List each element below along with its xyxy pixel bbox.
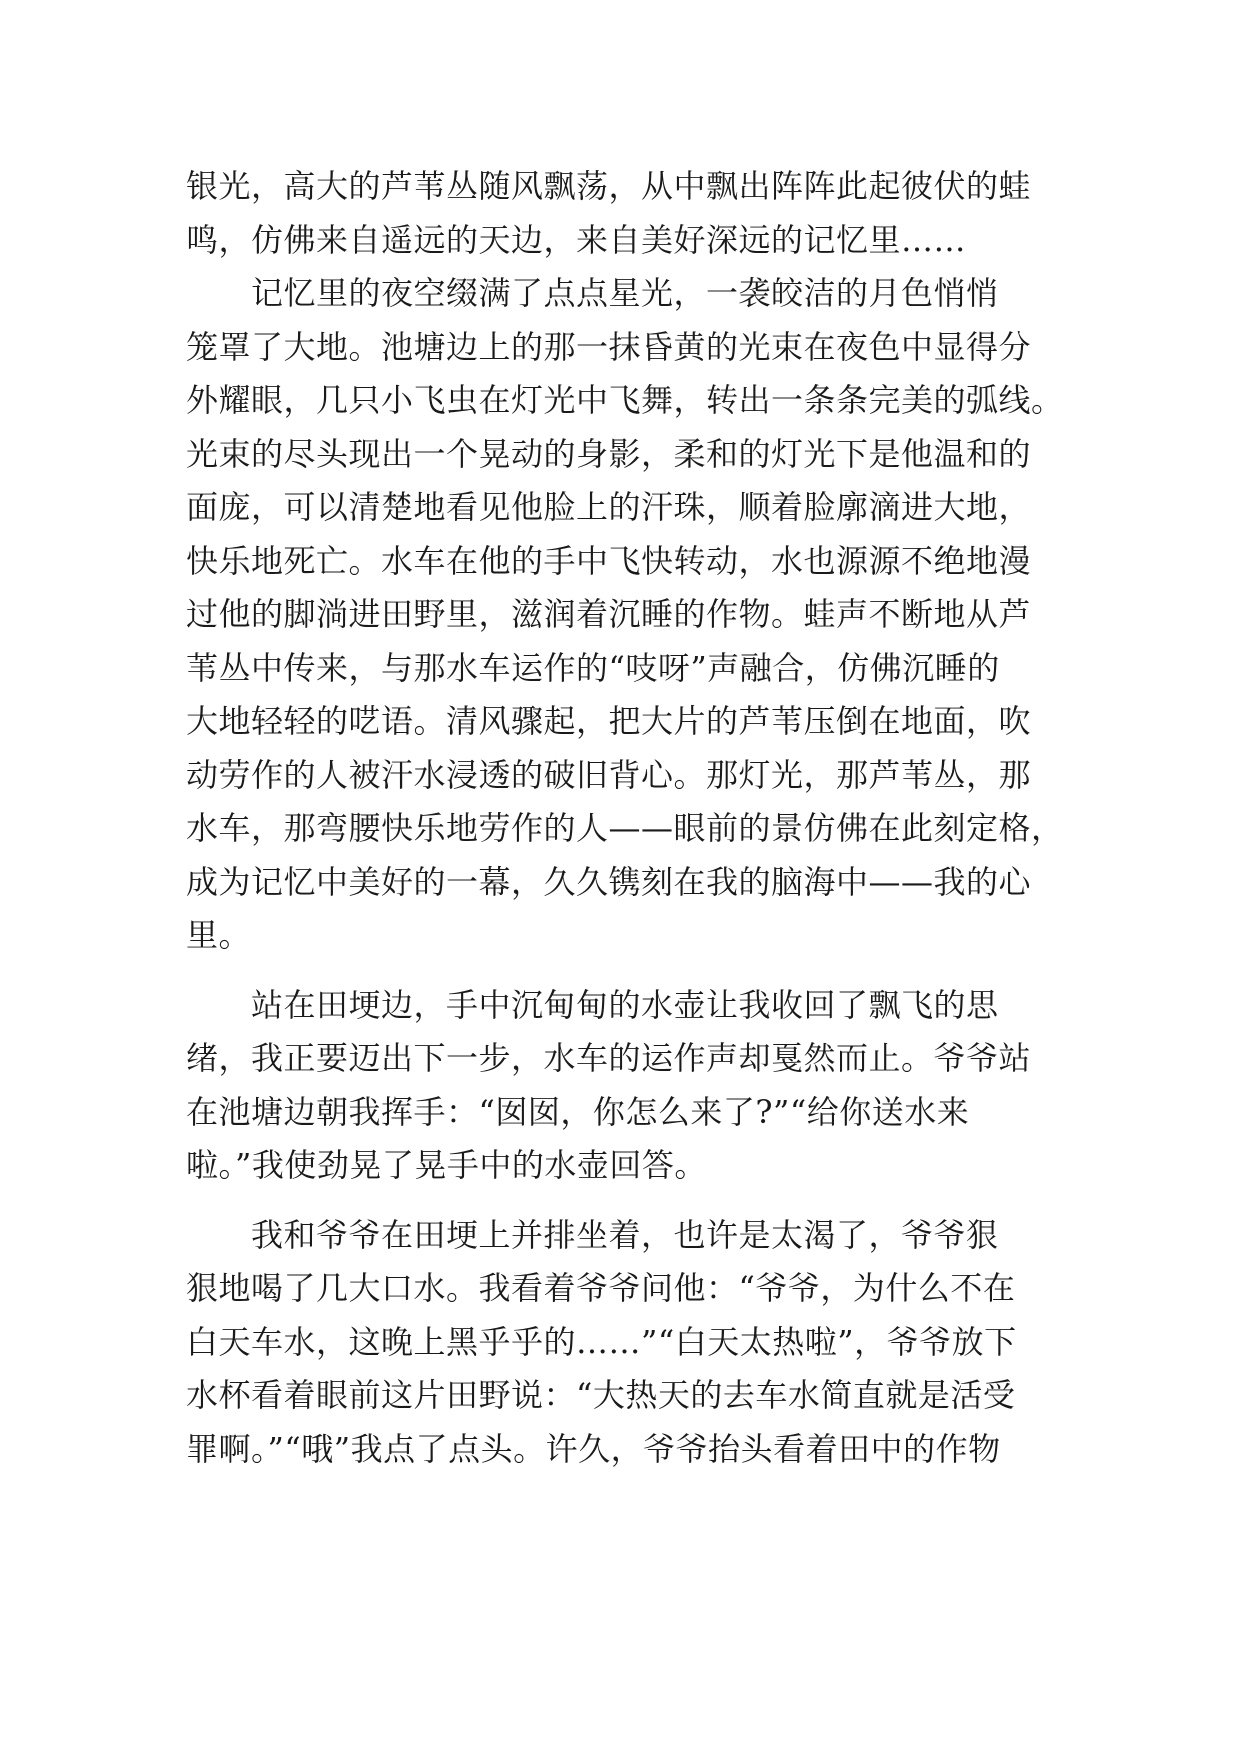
text-line: 在池塘边朝我挥手：“囡囡，你怎么来了?”“给你送水来 <box>186 1092 970 1131</box>
paragraph-spacer <box>186 963 1056 979</box>
text-line: 光束的尽头现出一个晃动的身影，柔和的灯光下是他温和的 <box>186 434 1032 473</box>
text-line: 笼罩了大地。池塘边上的那一抹昏黄的光束在夜色中显得分 <box>186 327 1032 366</box>
text-line: 面庞，可以清楚地看见他脸上的汗珠，顺着脸廓滴进大地， <box>186 488 1032 526</box>
text-line: 外耀眼，几只小飞虫在灯光中飞舞，转出一条条完美的弧线。 <box>186 381 1064 419</box>
text-line: 快乐地死亡。水车在他的手中飞快转动，水也源源不绝地漫 <box>186 541 1032 580</box>
body-text <box>186 160 1064 1476</box>
paragraph-3 <box>186 979 1056 1193</box>
text-line: 水车，那弯腰快乐地劳作的人——眼前的景仿佛在此刻定格， <box>186 809 1064 847</box>
text-line: 里。 <box>186 916 252 954</box>
paragraph-spacer <box>186 1193 1056 1209</box>
text-line: 啦。”我使劲晃了晃手中的水壶回答。 <box>186 1146 707 1184</box>
text-line: 动劳作的人被汗水浸透的破旧背心。那灯光，那芦苇丛，那 <box>186 755 1032 794</box>
text-line: 成为记忆中美好的一幕，久久镌刻在我的脑海中——我的心 <box>186 862 1032 901</box>
text-line: 鸣，仿佛来自遥远的天边，来自美好深远的记忆里…… <box>186 220 967 259</box>
text-line: 记忆里的夜空缀满了点点星光，一袭皎洁的月色悄悄 <box>186 274 999 312</box>
text-line: 站在田埂边，手中沉甸甸的水壶让我收回了飘飞的思 <box>186 985 999 1024</box>
text-line: 白天车水，这晚上黑乎乎的……”“白天太热啦”，爷爷放下 <box>186 1322 1017 1361</box>
text-line: 水杯看着眼前这片田野说：“大热天的去车水简直就是活受 <box>186 1376 1016 1414</box>
text-line: 银光，高大的芦苇丛随风飘荡，从中飘出阵阵此起彼伏的蛙 <box>186 167 1032 205</box>
text-line: 苇丛中传来，与那水车运作的“吱呀”声融合，仿佛沉睡的 <box>186 648 1000 687</box>
text-line: 我和爷爷在田埂上并排坐着，也许是太渴了，爷爷狠 <box>186 1215 999 1254</box>
paragraph-4 <box>186 1209 1056 1477</box>
text-line: 绪，我正要迈出下一步，水车的运作声却戛然而止。爷爷站 <box>186 1039 1032 1077</box>
text-line: 大地轻轻的呓语。清风骤起，把大片的芦苇压倒在地面，吹 <box>186 702 1032 740</box>
text-line: 罪啊。”“哦”我点了点头。许久，爷爷抬头看着田中的作物 <box>186 1429 1001 1468</box>
text-line: 过他的脚淌进田野里，滋润着沉睡的作物。蛙声不断地从芦 <box>186 595 1032 633</box>
text-line: 狠地喝了几大口水。我看着爷爷问他：“爷爷，为什么不在 <box>186 1269 1016 1307</box>
paragraph-1 <box>186 160 1056 267</box>
paragraph-2 <box>186 267 1064 963</box>
